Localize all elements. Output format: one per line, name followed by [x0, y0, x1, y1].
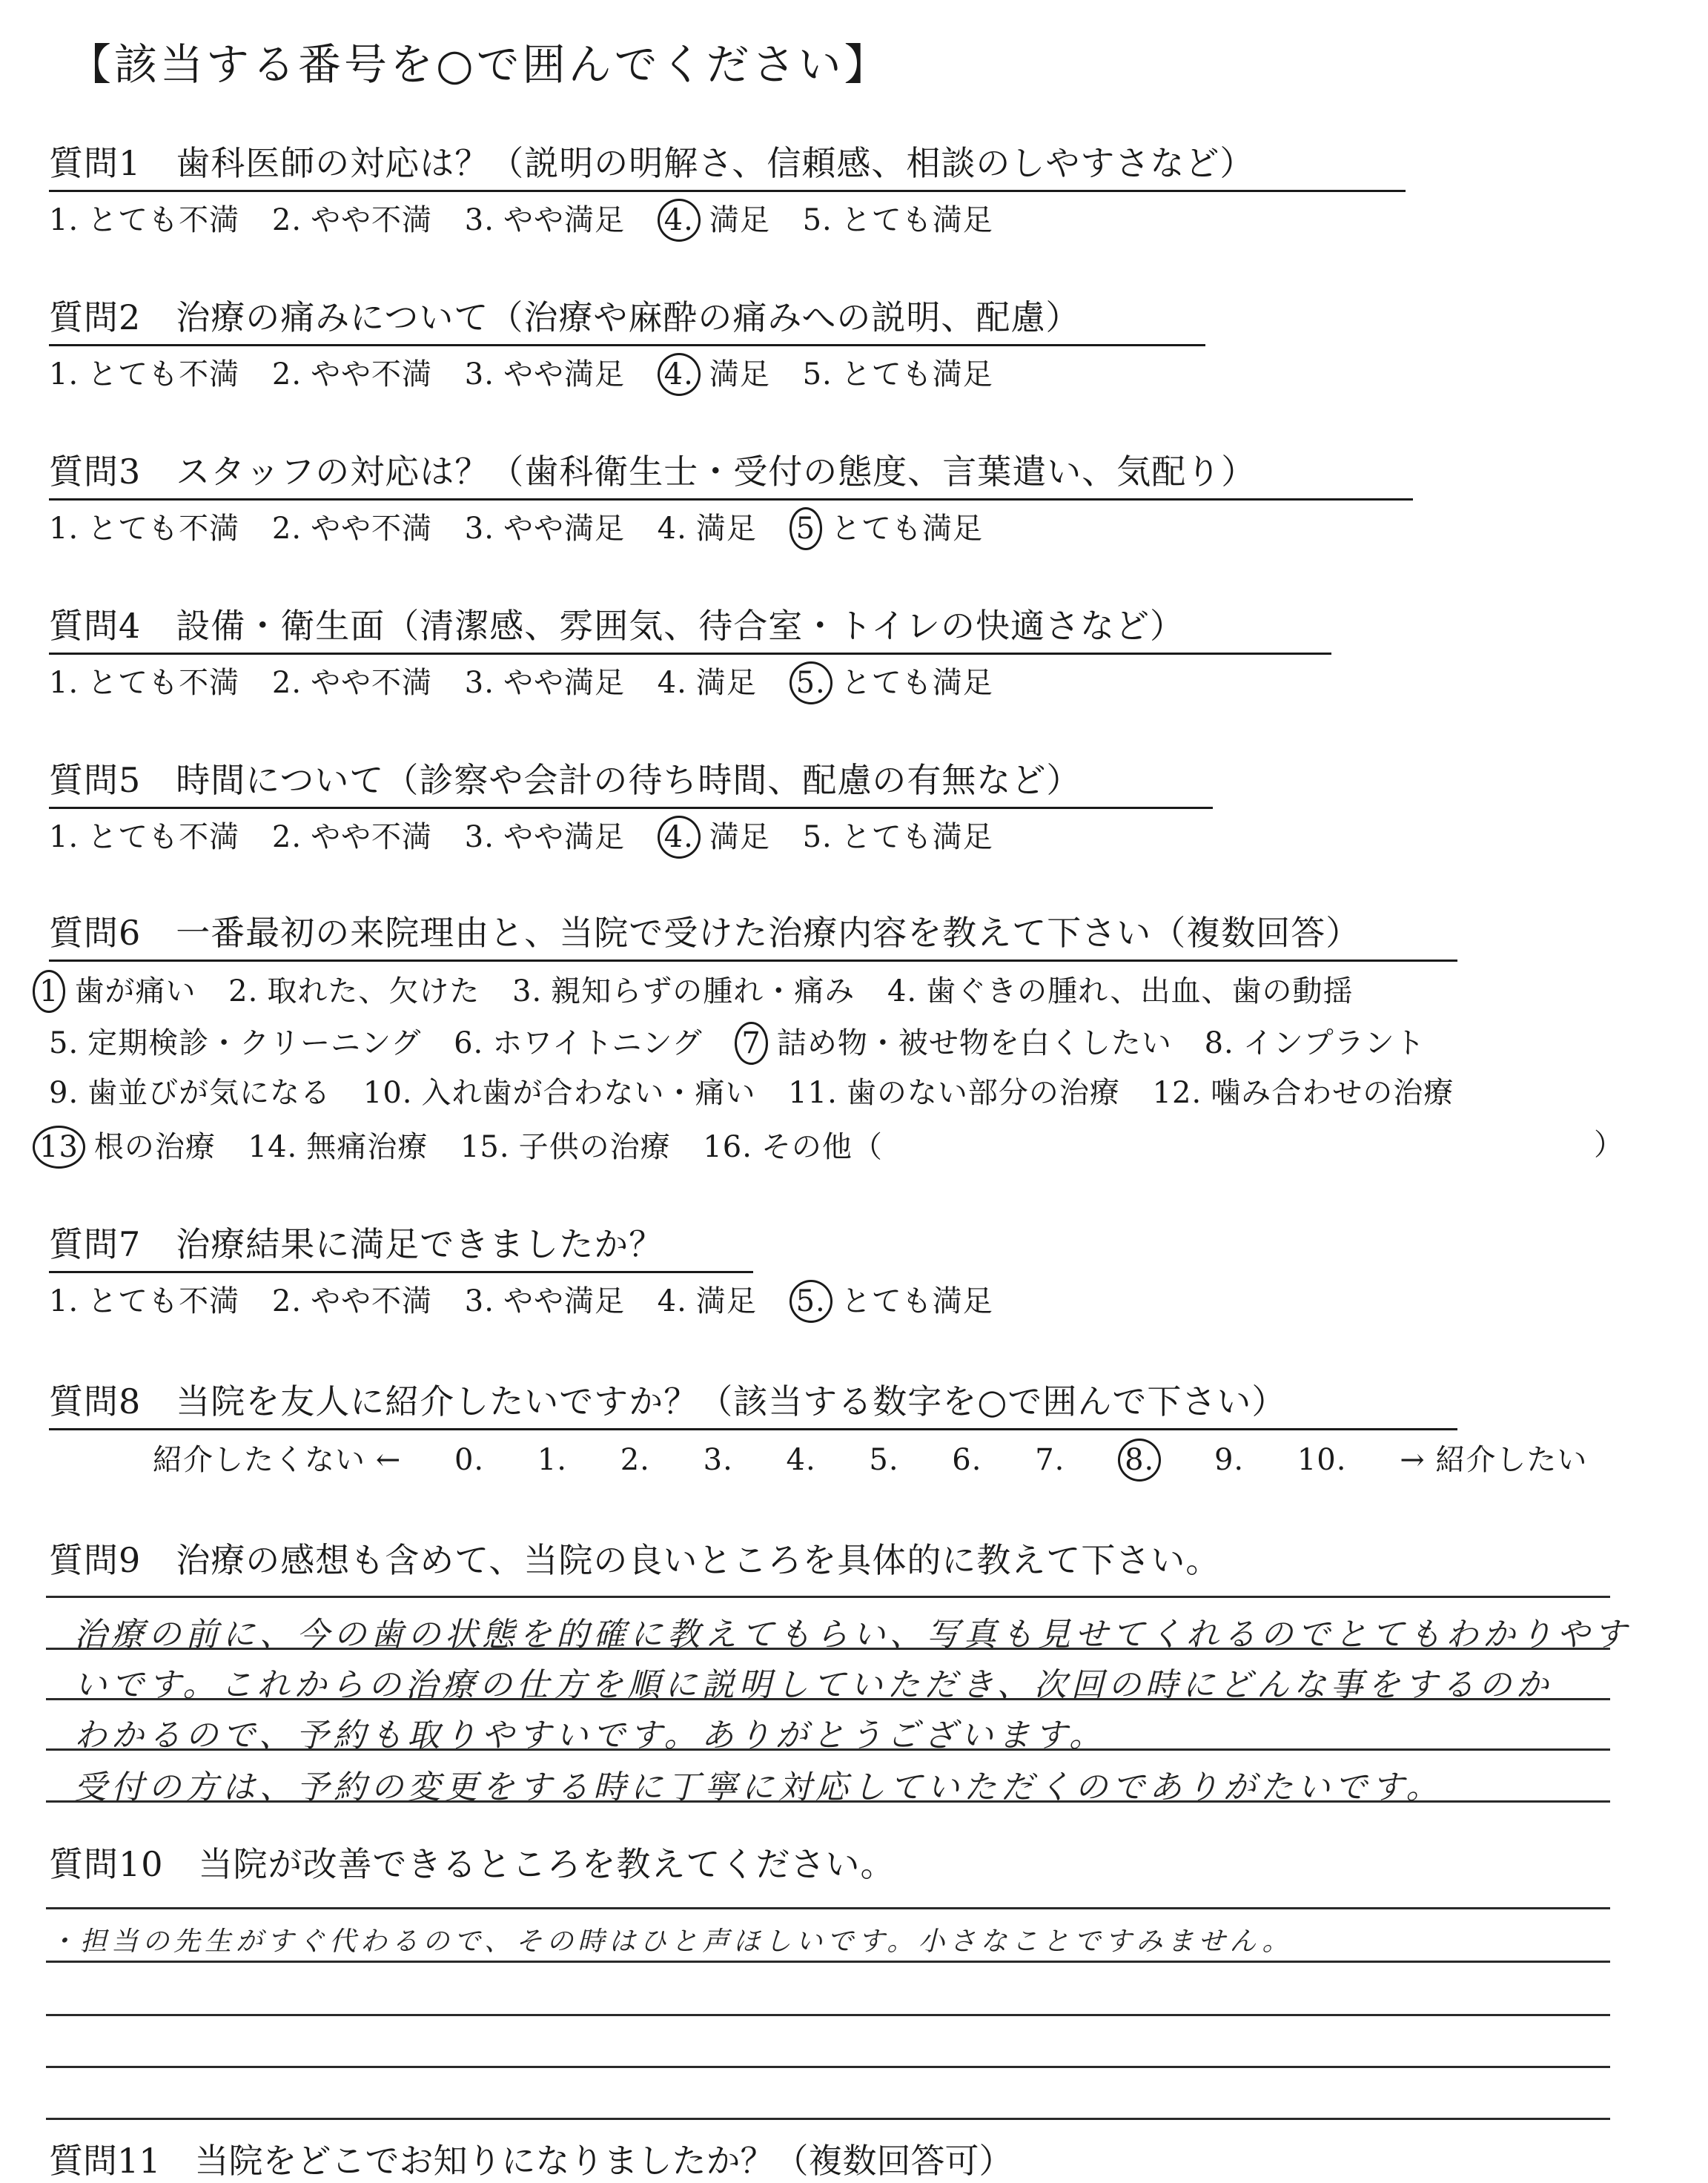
- q5-option-5[interactable]: 5. とても満足: [802, 820, 993, 854]
- selected-circle: 4.: [658, 199, 701, 242]
- q6-option-9[interactable]: 9. 歯並びが気になる: [49, 1076, 331, 1110]
- q2-option-5[interactable]: 5. とても満足: [802, 357, 993, 392]
- q6-row-1: [33, 970, 1376, 1013]
- q3-option-4[interactable]: 4. 満足: [657, 512, 757, 546]
- q1-option-5[interactable]: 5. とても満足: [802, 203, 993, 237]
- q4-option-3[interactable]: 3. やや満足: [464, 666, 625, 700]
- q6-option-5[interactable]: 5. 定期検診・クリーニング: [49, 1026, 422, 1060]
- q1-option-3[interactable]: 3. やや満足: [464, 203, 625, 237]
- answer-line: [46, 1961, 1610, 1963]
- q3-options: [49, 507, 1005, 550]
- q4-option-2[interactable]: 2. やや不満: [271, 666, 433, 700]
- q8-left-label: 紹介したくない ←: [153, 1443, 402, 1477]
- q6-row-2: [49, 1022, 1448, 1065]
- q6-option-15[interactable]: 15. 子供の治療: [460, 1130, 671, 1164]
- q7-options: [49, 1280, 1016, 1323]
- q1-title: 質問1 歯科医師の対応は？（説明の明解さ、信頼感、相談のしやすさなど）: [49, 141, 1406, 192]
- q6-title: 質問6 一番最初の来院理由と、当院で受けた治療内容を教えて下さい（複数回答）: [49, 911, 1457, 962]
- q6-option-13[interactable]: 13 根の治療: [33, 1126, 216, 1169]
- q10-title: 質問10 当院が改善できるところを教えてください。: [49, 1844, 896, 1884]
- q8-value-8[interactable]: 8.: [1118, 1439, 1161, 1482]
- q8-right-label: → 紹介したい: [1400, 1443, 1588, 1477]
- q8-value-0[interactable]: 0.: [454, 1443, 485, 1477]
- q6-option-10[interactable]: 10. 入れ歯が合わない・痛い: [363, 1076, 756, 1110]
- answer-line: [46, 1596, 1610, 1598]
- q8-value-3[interactable]: 3.: [703, 1443, 733, 1477]
- q7-option-1[interactable]: 1. とても不満: [49, 1284, 240, 1318]
- q5-option-1[interactable]: 1. とても不満: [49, 820, 240, 854]
- q2-option-1[interactable]: 1. とても不満: [49, 357, 240, 392]
- q6-other-close-paren: ）: [1594, 1128, 1624, 1162]
- q6-option-7[interactable]: 7 詰め物・被せ物を白くしたい: [735, 1022, 1171, 1065]
- selected-circle: 4.: [658, 353, 701, 396]
- answer-line: [46, 2066, 1610, 2068]
- q8-title: 質問8 当院を友人に紹介したいですか？（該当する数字を○で囲んで下さい）: [49, 1379, 1457, 1430]
- answer-line: [46, 2118, 1610, 2120]
- q6-option-11[interactable]: 11. 歯のない部分の治療: [788, 1076, 1120, 1110]
- q6-option-14[interactable]: 14. 無痛治療: [248, 1130, 428, 1164]
- q9-answer-line-1: 治療の前に、今の歯の状態を的確に教えてもらい、写真も見せてくれるのでとてもわかりやす: [74, 1616, 1631, 1654]
- selected-circle: 5.: [790, 1280, 833, 1323]
- selected-circle: 13: [33, 1126, 85, 1169]
- q1-option-1[interactable]: 1. とても不満: [49, 203, 240, 237]
- q6-option-4[interactable]: 4. 歯ぐきの腫れ、出血、歯の動揺: [887, 974, 1354, 1008]
- selected-circle: 4.: [658, 816, 701, 859]
- q8-value-5[interactable]: 5.: [869, 1443, 899, 1477]
- q1-option-4[interactable]: 4. 満足: [658, 199, 770, 242]
- q8-value-2[interactable]: 2.: [620, 1443, 650, 1477]
- answer-line: [46, 2014, 1610, 2016]
- q4-options: [49, 661, 1016, 704]
- q7-option-2[interactable]: 2. やや不満: [271, 1284, 433, 1318]
- q6-option-2[interactable]: 2. 取れた、欠けた: [228, 974, 480, 1008]
- q7-option-4[interactable]: 4. 満足: [657, 1284, 757, 1318]
- q5-title: 質問5 時間について（診察や会計の待ち時間、配慮の有無など）: [49, 758, 1213, 809]
- q7-option-5[interactable]: 5. とても満足: [790, 1280, 993, 1323]
- q3-option-2[interactable]: 2. やや不満: [271, 512, 433, 546]
- q4-option-5[interactable]: 5. とても満足: [790, 661, 993, 704]
- q3-option-5[interactable]: 5 とても満足: [790, 507, 983, 550]
- q2-options: [49, 353, 1016, 396]
- q4-option-4[interactable]: 4. 満足: [657, 666, 757, 700]
- selected-circle: 1: [33, 970, 65, 1013]
- selected-circle: 7: [735, 1022, 767, 1065]
- q8-value-6[interactable]: 6.: [952, 1443, 982, 1477]
- q7-option-3[interactable]: 3. やや満足: [464, 1284, 625, 1318]
- q9-answer-line-4: 受付の方は、予約の変更をする時に丁寧に対応していただくのでありがたいです。: [74, 1768, 1443, 1806]
- q3-title: 質問3 スタッフの対応は？（歯科衛生士・受付の態度、言葉遣い、気配り）: [49, 449, 1413, 501]
- q2-option-3[interactable]: 3. やや満足: [464, 357, 625, 392]
- q9-answer-line-3: わかるので、予約も取りやすいです。ありがとうございます。: [74, 1717, 1107, 1754]
- q8-value-4[interactable]: 4.: [786, 1443, 816, 1477]
- q6-row-4: [33, 1126, 905, 1169]
- q8-value-9[interactable]: 9.: [1214, 1443, 1245, 1477]
- q6-option-1[interactable]: 1 歯が痛い: [33, 970, 196, 1013]
- answer-line: [46, 1907, 1610, 1909]
- q10-answer-line-1: ・担当の先生がすぐ代わるので、その時はひと声ほしいです。小さなことですみません。: [49, 1926, 1294, 1957]
- q5-option-2[interactable]: 2. やや不満: [271, 820, 433, 854]
- q9-title: 質問9 治療の感想も含めて、当院の良いところを具体的に教えて下さい。: [49, 1540, 1221, 1580]
- q5-option-4[interactable]: 4. 満足: [658, 816, 770, 859]
- q8-value-10[interactable]: 10.: [1297, 1443, 1347, 1477]
- q5-options: [49, 816, 1016, 859]
- q6-row-3: [49, 1074, 1476, 1112]
- q7-title: 質問7 治療結果に満足できましたか？: [49, 1222, 753, 1273]
- q6-option-12[interactable]: 12. 噛み合わせの治療: [1152, 1076, 1454, 1110]
- q8-value-1[interactable]: 1.: [537, 1443, 568, 1477]
- q4-option-1[interactable]: 1. とても不満: [49, 666, 240, 700]
- q4-title: 質問4 設備・衛生面（清潔感、雰囲気、待合室・トイレの快適さなど）: [49, 604, 1331, 655]
- q3-option-3[interactable]: 3. やや満足: [464, 512, 625, 546]
- q8-scale: [153, 1439, 1630, 1482]
- q6-option-16[interactable]: 16. その他（: [703, 1130, 883, 1164]
- q2-option-4[interactable]: 4. 満足: [658, 353, 770, 396]
- q6-option-3[interactable]: 3. 親知らずの腫れ・痛み: [512, 974, 855, 1008]
- q1-option-2[interactable]: 2. やや不満: [271, 203, 433, 237]
- q11-title-partial: 質問11 当院をどこでお知りになりましたか？（複数回答可）: [49, 2141, 1013, 2181]
- q6-option-8[interactable]: 8. インプラント: [1204, 1026, 1426, 1060]
- q8-value-7[interactable]: 7.: [1035, 1443, 1065, 1477]
- q3-option-1[interactable]: 1. とても不満: [49, 512, 240, 546]
- q1-options: [49, 199, 1016, 242]
- page-header: 【該当する番号を○で囲んでください】: [68, 39, 890, 90]
- q6-option-6[interactable]: 6. ホワイトニング: [454, 1026, 703, 1060]
- selected-circle: 5.: [790, 661, 833, 704]
- q2-option-2[interactable]: 2. やや不満: [271, 357, 433, 392]
- q5-option-3[interactable]: 3. やや満足: [464, 820, 625, 854]
- q2-title: 質問2 治療の痛みについて（治療や麻酔の痛みへの説明、配慮）: [49, 295, 1205, 346]
- selected-circle: 5: [790, 507, 822, 550]
- q9-answer-line-2: いです。これからの治療の仕方を順に説明していただき、次回の時にどんな事をするのか: [74, 1666, 1553, 1704]
